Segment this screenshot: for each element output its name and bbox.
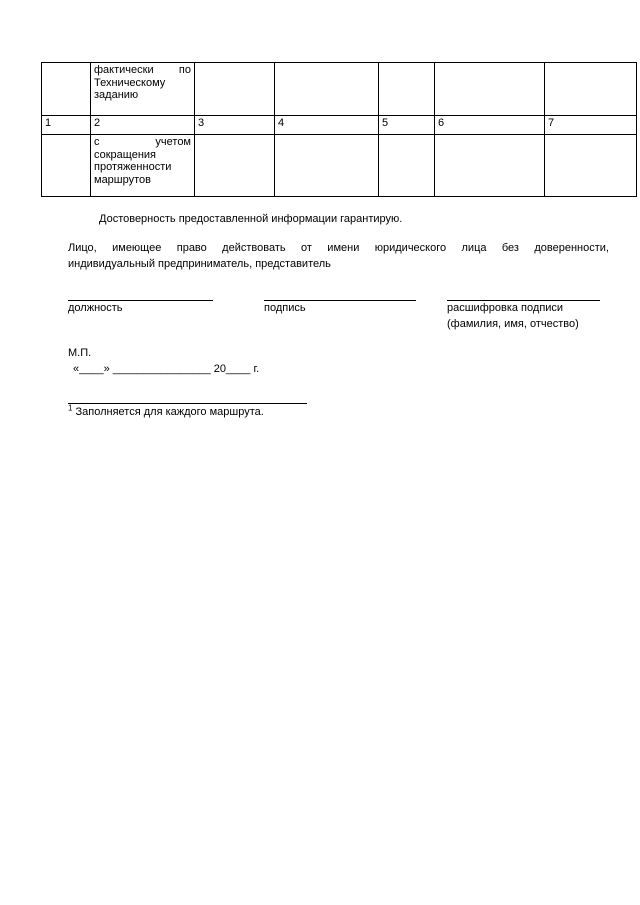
table-row (42, 63, 637, 116)
cell-line: маршрутов (94, 173, 151, 186)
column-number: 2 (91, 116, 195, 135)
signature-decoding-label: расшифровка подписи (447, 302, 564, 314)
stamp-label: М.П. (68, 347, 92, 359)
cell-line: с учетом (94, 136, 191, 148)
cell-line: заданию (94, 89, 139, 101)
column-number: 4 (275, 116, 379, 135)
table-row (42, 135, 637, 197)
routes-table (41, 62, 637, 197)
column-number: 5 (379, 116, 435, 135)
table-cell (379, 135, 435, 197)
guarantee-statement: Достоверность предоставленной информации гарантирую. (99, 213, 403, 225)
table-cell (379, 63, 435, 116)
table-cell-actual-label (91, 63, 195, 116)
table-cell-reduced-label (91, 135, 195, 197)
date-line: «____» ________________ 20____ г. (73, 363, 260, 375)
cell-line: фактически по (94, 64, 191, 76)
column-number: 3 (195, 116, 275, 135)
table-cell (42, 63, 91, 116)
signature-label: подпись (264, 302, 306, 314)
table-cell (195, 135, 275, 197)
table-cell (195, 63, 275, 116)
position-label: должность (68, 302, 123, 314)
table-cell (545, 135, 637, 197)
table-row-numbers (42, 116, 637, 135)
table-cell (275, 63, 379, 116)
table-cell (435, 63, 545, 116)
authority-statement-line1: Лицо, имеющее право действовать от имени юридического лица без доверенности, (68, 242, 609, 254)
authority-statement-line2: индивидуальный предприниматель, представитель (68, 258, 331, 270)
cell-line: Техническому (94, 76, 166, 89)
footnote-marker: 1 (68, 403, 73, 413)
signature-decoding-sublabel: (фамилия, имя, отчество) (447, 318, 579, 330)
column-number: 1 (42, 116, 91, 135)
cell-line: сокращения (94, 148, 157, 161)
footnote-separator (68, 403, 307, 404)
table-cell (545, 63, 637, 116)
footnote-text: Заполняется для каждого маршрута. (75, 406, 264, 418)
footnote (68, 405, 264, 420)
column-number: 7 (545, 116, 637, 135)
table-cell (435, 135, 545, 197)
cell-line: протяженности (94, 161, 172, 173)
table-cell (275, 135, 379, 197)
column-number: 6 (435, 116, 545, 135)
table-cell (42, 135, 91, 197)
